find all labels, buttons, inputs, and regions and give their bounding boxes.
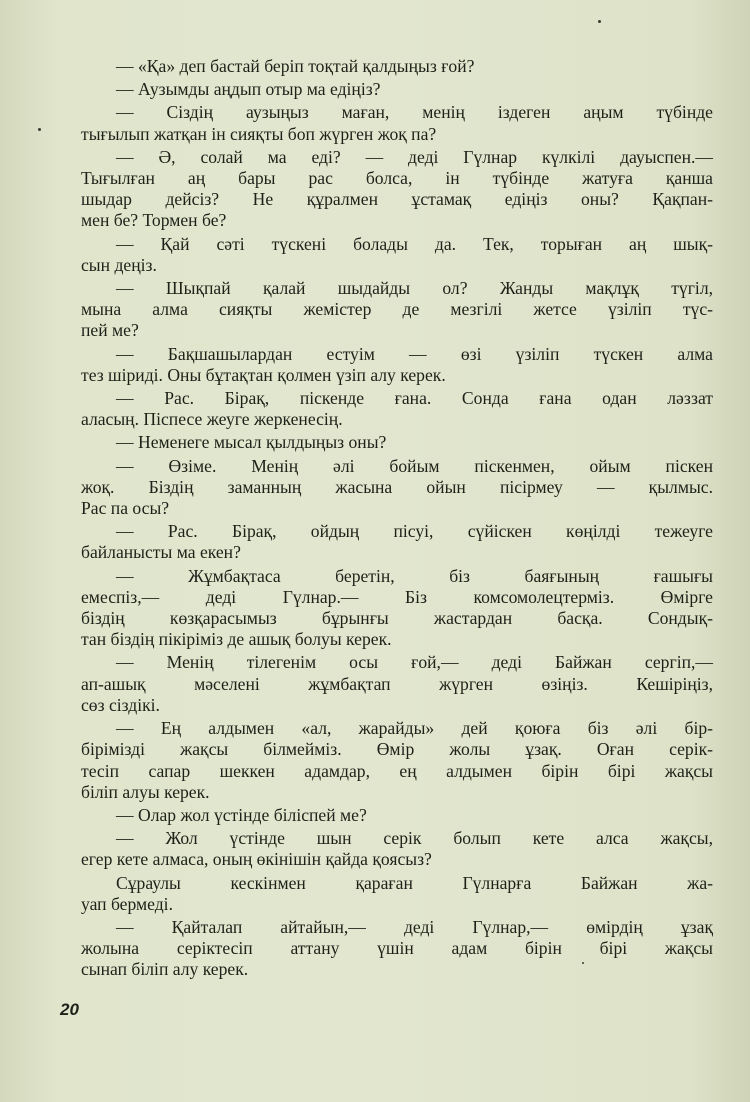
- paragraph: [81, 873, 713, 915]
- text-line: сөз сіздікі.: [81, 694, 160, 715]
- text-line: мына алма сияқты жемістер де мезгілі жетсе үзіліп түс-: [81, 299, 713, 320]
- text-line: уап бермеді.: [81, 893, 173, 914]
- scan-speck: [38, 128, 41, 131]
- text-line: бірімізді жақсы білмейміз. Өмір жолы ұзақ. Оған серік-: [81, 739, 713, 760]
- text-line: аласың. Піспесе жеуге жеркенесің.: [81, 409, 343, 430]
- text-line: — Ә, солай ма еді? — деді Гүлнар күлкілі дауыспен.—: [116, 146, 713, 167]
- text-line: — Ең алдымен «ал, жарайды» дей қоюға біз әлі бір-: [116, 718, 713, 739]
- paragraph: [81, 278, 713, 342]
- paragraph: [81, 456, 713, 520]
- text-line: сын деңіз.: [81, 254, 157, 275]
- text-line: егер кете алмаса, оның өкінішін қайда қоясыз?: [81, 849, 432, 870]
- paragraph: [81, 828, 713, 870]
- text-line: — Қай сәті түскені болады да. Тек, торыған аң шық-: [116, 233, 713, 254]
- paragraph: [81, 102, 713, 144]
- text-line: — «Қа» деп бастай беріп тоқтай қалдыңыз ғой?: [116, 56, 475, 76]
- text-line: — Жұмбақтаса беретін, біз баяғының ғашығы: [116, 565, 713, 586]
- text-line: тан біздің пікіріміз де ашық болуы керек.: [81, 629, 392, 650]
- text-line: біздің көзқарасымыз бұрынғы жастардан басқа. Сондық-: [81, 608, 713, 629]
- text-line: тесіп сапар шеккен адамдар, ең алдымен бірін бірі жақсы: [81, 760, 713, 781]
- text-line: ап-ашық мәселені жұмбақтап жүрген өзіңіз. Кешіріңіз,: [81, 673, 713, 694]
- text-line: — Менің тілегенім осы ғой,— деді Байжан сергіп,—: [116, 652, 713, 673]
- paragraph: [81, 79, 713, 100]
- text-line: — Қайталап айтайын,— деді Гүлнар,— өмірдің ұзақ: [116, 916, 713, 937]
- text-line: жоқ. Біздің заманның жасына ойын пісірмеу — қылмыс.: [81, 476, 713, 497]
- paragraph: [81, 147, 713, 232]
- text-line: — Сіздің аузыңыз маған, менің іздеген аңым түбінде: [116, 102, 713, 123]
- text-line: Сұраулы кескінмен қараған Гүлнарға Байжан жа-: [116, 872, 713, 893]
- text-line: — Жол үстінде шын серік болып кете алса жақсы,: [116, 828, 713, 849]
- page-number: 20: [60, 1000, 79, 1019]
- text-line: байланысты ма екен?: [81, 542, 241, 563]
- scan-speck: [598, 20, 601, 23]
- paragraph: [81, 718, 713, 803]
- text-line: Рас па осы?: [81, 498, 170, 519]
- text-line: шыдар дейсіз? Не құралмен ұстамақ едіңіз оны? Қақпан-: [81, 189, 713, 210]
- text-line: пей ме?: [81, 320, 139, 341]
- paragraph: [81, 432, 713, 453]
- text-line: мен бе? Тормен бе?: [81, 210, 227, 231]
- text-line: — Олар жол үстінде біліспей ме?: [116, 804, 367, 825]
- paragraph: [81, 805, 713, 826]
- text-line: біліп алуы керек.: [81, 781, 210, 802]
- text-line: сынап біліп алу керек.: [81, 959, 249, 980]
- paragraph: [81, 652, 713, 716]
- text-line: емеспіз,— деді Гүлнар.— Біз комсомолецтерміз. Өмірге: [81, 586, 713, 607]
- paragraph: [81, 234, 713, 276]
- body-text: [81, 56, 713, 983]
- text-line: — Неменеге мысал қылдыңыз оны?: [116, 432, 387, 453]
- paragraph: [81, 917, 713, 981]
- paragraph: [81, 344, 713, 386]
- paragraph: [81, 388, 713, 430]
- text-line: — Бақшашылардан естуім — өзі үзіліп түскен алма: [116, 343, 713, 364]
- text-line: — Өзіме. Менің әлі бойым піскенмен, ойым піскен: [116, 455, 713, 476]
- text-line: — Аузымды аңдып отыр ма едіңіз?: [116, 79, 381, 100]
- text-line: Тығылған аң бары рас болса, ін түбінде жатуға қанша: [81, 168, 713, 189]
- paragraph: [81, 566, 713, 651]
- text-line: жолына серіктесіп аттану үшін адам бірін бірі жақсы: [81, 938, 713, 959]
- paragraph: [81, 521, 713, 563]
- paragraph: [81, 56, 713, 77]
- text-line: — Рас. Бірақ, піскенде ғана. Сонда ғана одан ләззат: [116, 388, 713, 409]
- text-line: — Шықпай қалай шыдайды ол? Жанды мақлұқ түгіл,: [116, 278, 713, 299]
- text-line: тығылып жатқан ін сияқты боп жүрген жоқ па?: [81, 123, 437, 144]
- text-line: — Рас. Бірақ, ойдың пісуі, сүйіскен көңілді тежеуге: [116, 521, 713, 542]
- text-line: тез шіриді. Оны бұтақтан қолмен үзіп алу керек.: [81, 364, 446, 385]
